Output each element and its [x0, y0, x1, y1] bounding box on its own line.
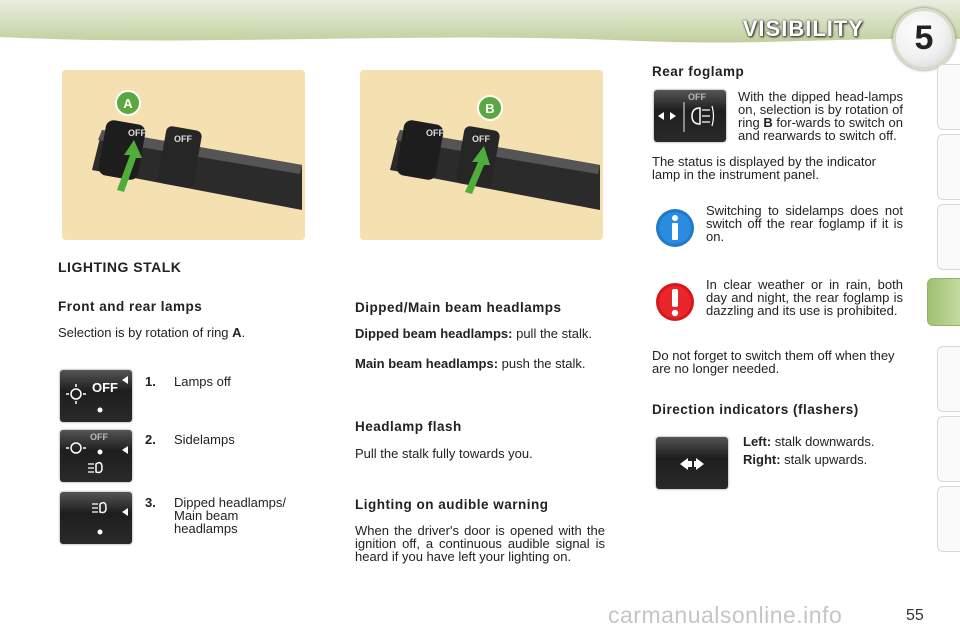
selection-text: Selection is by rotation of ring A. — [58, 325, 246, 340]
stalk-off-label: OFF — [426, 128, 444, 138]
page-number: 55 — [906, 607, 924, 624]
audible-warning-heading: Lighting on audible warning — [355, 497, 549, 512]
dipped-main-heading: Dipped/Main beam headlamps — [355, 300, 562, 315]
rear-foglamp-heading: Rear foglamp — [652, 64, 745, 79]
sidelamps-icon — [60, 430, 132, 482]
headlamp-flash-text: Pull the stalk fully towards you. — [355, 446, 533, 461]
lighting-stalk-photo-a — [62, 70, 305, 240]
item-text: Sidelamps — [174, 432, 235, 447]
chapter-tab[interactable] — [937, 134, 960, 200]
reminder-text: Do not forget to switch them off when they are no longer needed. — [652, 348, 895, 376]
chapter-tab[interactable] — [937, 64, 960, 130]
icon-off-label: OFF — [688, 92, 706, 102]
page-title: VISIBILITY — [742, 16, 864, 41]
headlamps-icon — [60, 492, 132, 544]
rear-foglamp-icon — [654, 90, 726, 142]
stalk-off-label: OFF — [472, 134, 490, 144]
rear-foglamp-indicator-text: The status is displayed by the indicator lamp in the instrument panel. — [652, 154, 877, 182]
watermark: carmanualsonline.info — [608, 602, 843, 628]
item-text: headlamps — [174, 521, 238, 536]
info-note-text: Switching to sidelamps does not switch off the rear foglamp if it is on. — [706, 203, 903, 244]
chapter-tab[interactable] — [937, 416, 960, 482]
dipped-beam-text: Dipped beam headlamps: pull the stalk. — [355, 326, 592, 341]
chapter-tab[interactable] — [937, 204, 960, 270]
ring-a-label: A — [123, 96, 133, 111]
chapter-tab-active[interactable] — [927, 278, 960, 326]
item-number: 2. — [145, 432, 156, 447]
direction-indicator-icon — [656, 437, 728, 489]
audible-warning-text: When the driver's door is opened with the ignition off, a continuous audible signal is heard if you have left your lighting on. — [355, 523, 605, 564]
icon-off-label: OFF — [90, 432, 108, 442]
direction-right-text: Right: stalk upwards. — [743, 452, 868, 467]
lighting-stalk-title: LIGHTING STALK — [58, 259, 182, 275]
warning-note-text: In clear weather or in rain, both day and night, the rear foglamp is dazzling and its use is prohibited. — [706, 277, 903, 318]
chapter-tab[interactable] — [937, 486, 960, 552]
item-number: 1. — [145, 374, 156, 389]
lighting-stalk-photo-b — [360, 70, 603, 240]
main-beam-text: Main beam headlamps: push the stalk. — [355, 356, 586, 371]
chapter-tabs — [926, 64, 960, 574]
item-text: Main beam — [174, 508, 239, 523]
lamps-off-icon — [60, 370, 132, 422]
stalk-off-label: OFF — [174, 134, 192, 144]
front-rear-heading: Front and rear lamps — [58, 299, 203, 314]
info-icon — [655, 208, 695, 248]
stalk-off-label: OFF — [128, 128, 146, 138]
headlamp-flash-heading: Headlamp flash — [355, 419, 462, 434]
item-text: Lamps off — [174, 374, 231, 389]
chapter-tab[interactable] — [937, 346, 960, 412]
ring-b-label: B — [485, 101, 495, 116]
rear-foglamp-text: With the dipped head-lamps on, selection is by rotation of ring B for-wards to switch on and rearwards to switch off. — [738, 89, 903, 143]
item-text: Dipped headlamps/ — [174, 495, 287, 510]
icon-off-label: OFF — [92, 380, 118, 395]
chapter-number-badge[interactable]: 5 — [893, 8, 955, 70]
direction-left-text: Left: stalk downwards. — [743, 434, 875, 449]
warning-icon — [655, 282, 695, 322]
direction-indicators-heading: Direction indicators (flashers) — [652, 402, 859, 417]
item-number: 3. — [145, 495, 156, 510]
